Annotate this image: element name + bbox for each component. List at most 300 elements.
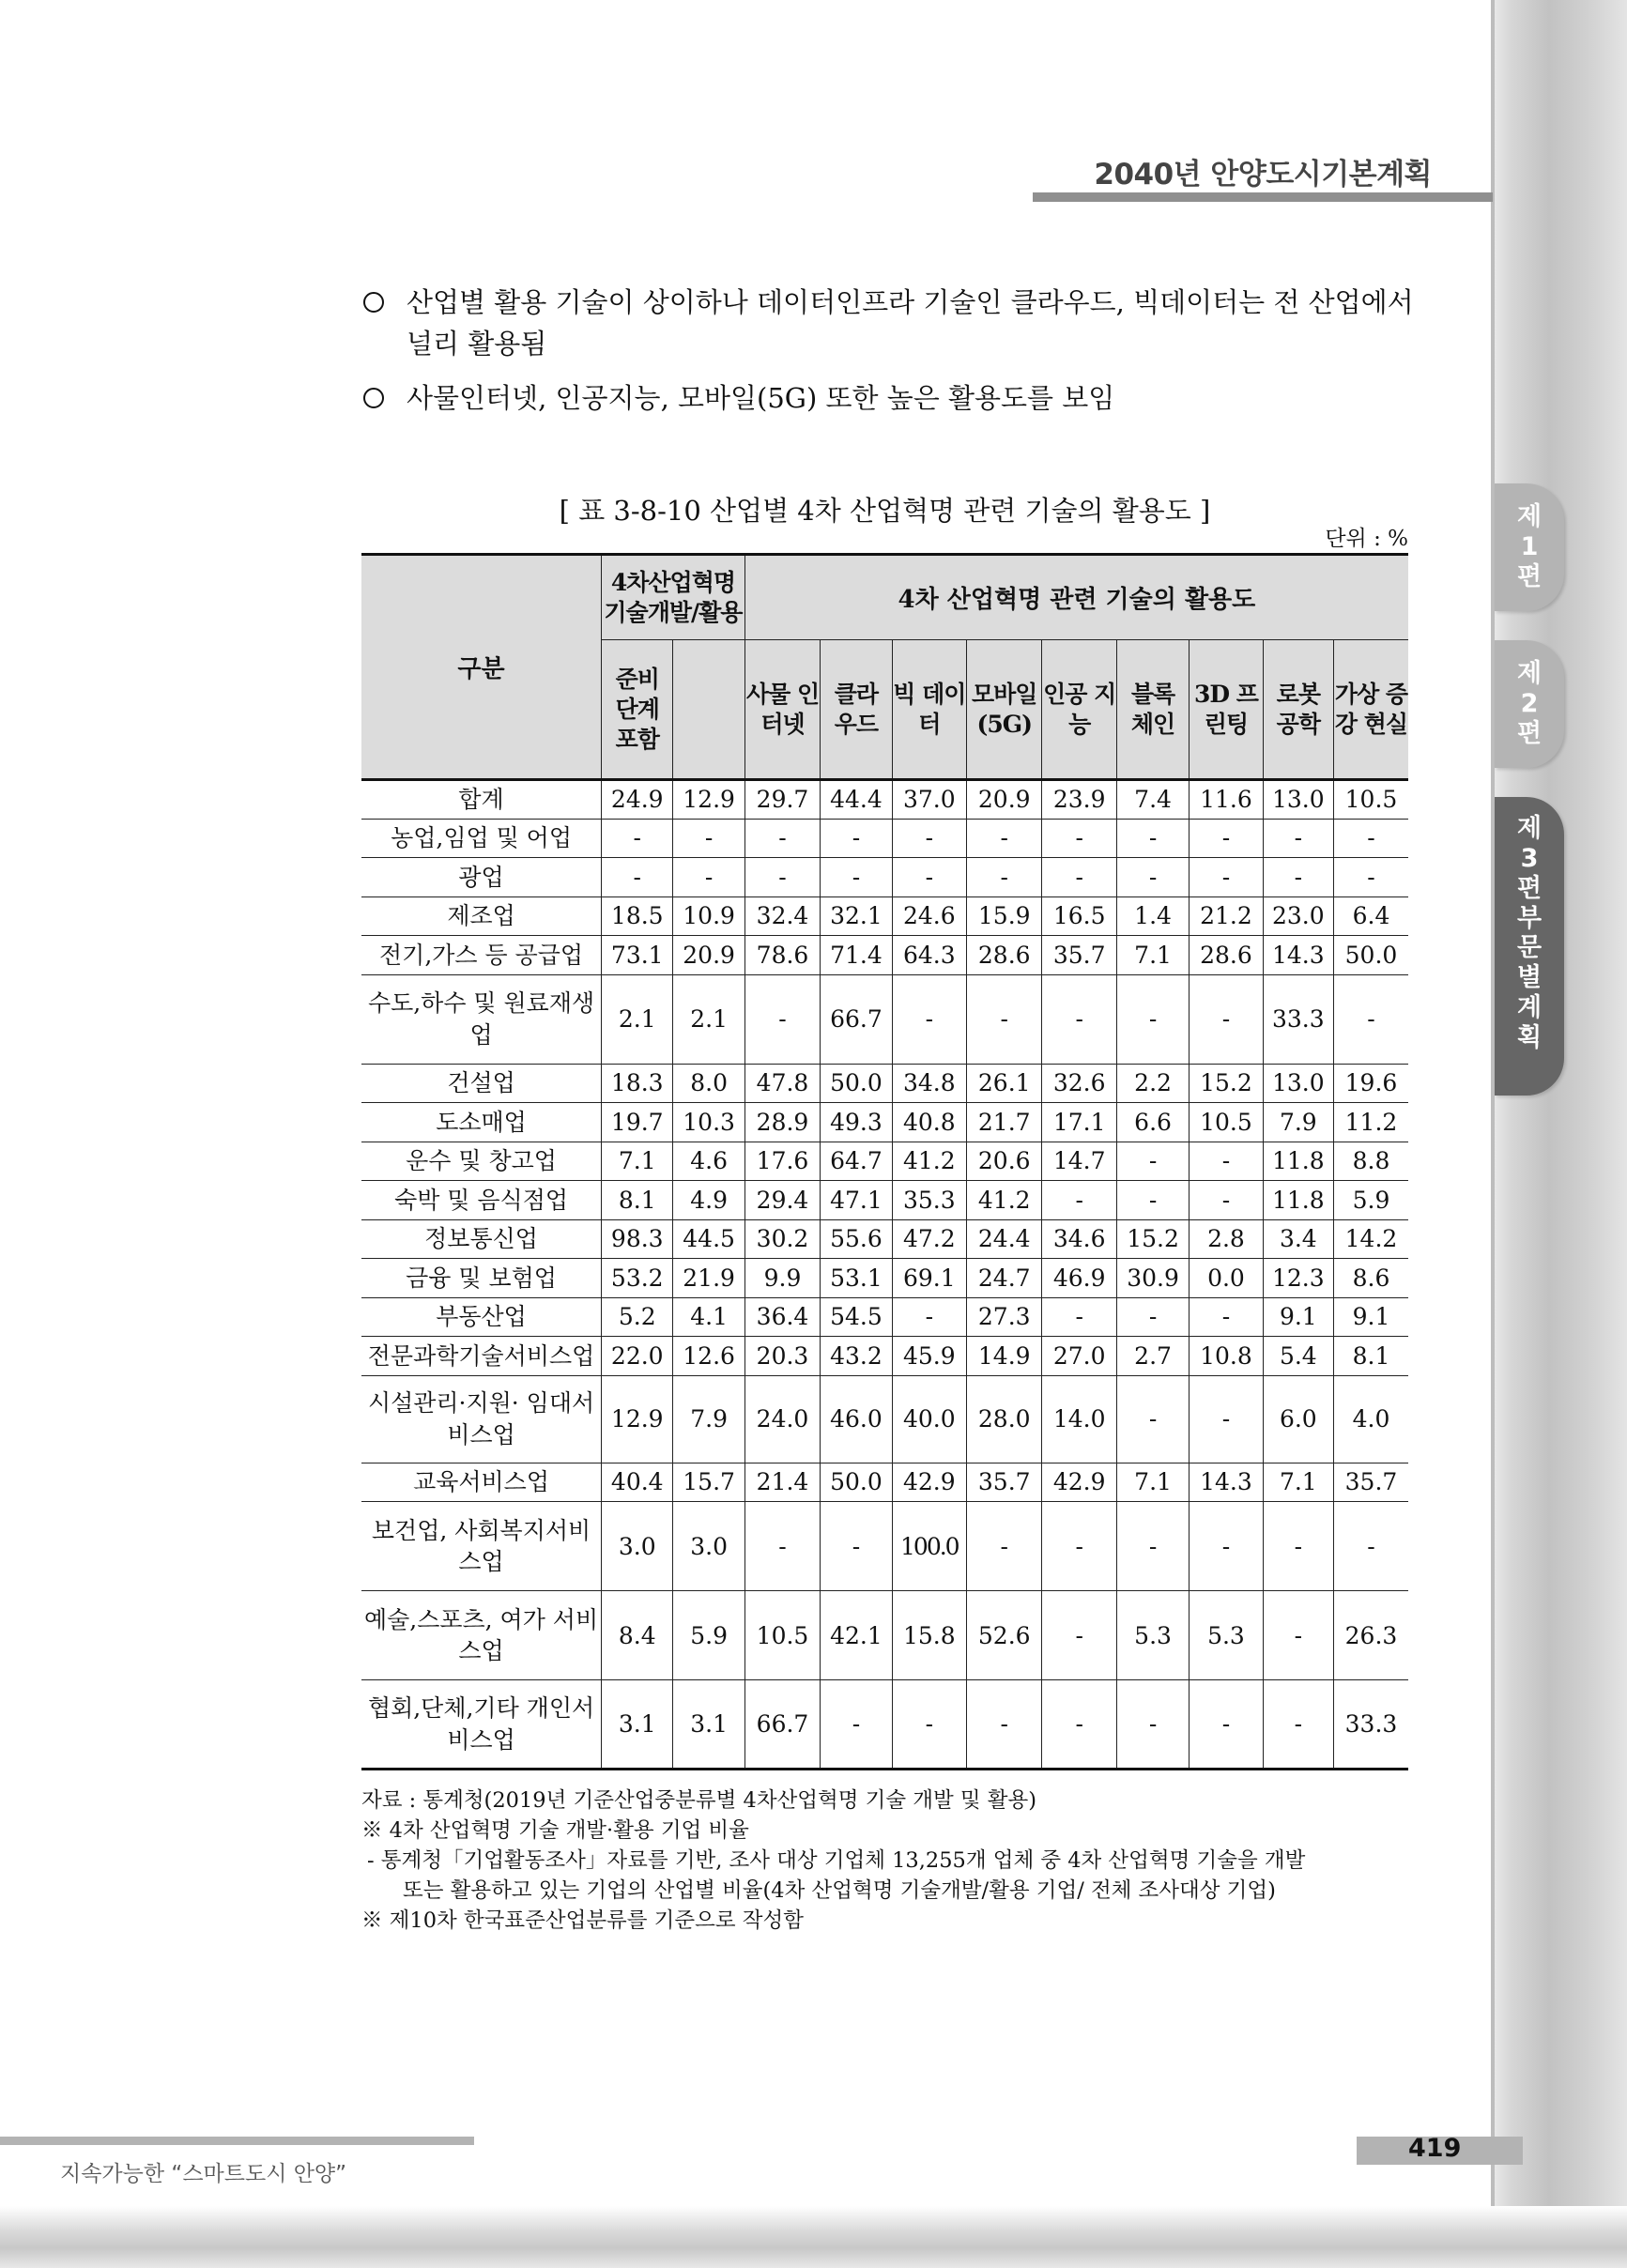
cell-value: 14.3 — [1190, 1463, 1263, 1502]
cell-value: 12.9 — [673, 780, 744, 820]
cell-value: 55.6 — [821, 1219, 892, 1259]
cell-value: 4.0 — [1334, 1375, 1409, 1463]
cell-value: 13.0 — [1263, 1064, 1333, 1103]
tab-part-2[interactable] — [1495, 640, 1564, 768]
cell-value: 35.7 — [967, 1463, 1042, 1502]
cell-value: 20.3 — [744, 1337, 820, 1376]
running-header-title: 2040년 안양도시기본계획 — [1094, 158, 1432, 192]
cell-value: - — [892, 1680, 966, 1770]
cell-value: - — [967, 858, 1042, 897]
table-row — [361, 936, 1408, 975]
cell-value: 5.3 — [1116, 1591, 1189, 1680]
table-row — [361, 974, 1408, 1064]
cell-value: - — [673, 858, 744, 897]
cell-value: 1.4 — [1116, 896, 1189, 936]
cell-value: 9.9 — [744, 1259, 820, 1298]
cell-value: - — [1190, 1297, 1263, 1337]
cell-value: 41.2 — [967, 1181, 1042, 1220]
cell-value: 3.0 — [602, 1502, 673, 1591]
note-item: 또는 활용하고 있는 기업의 산업별 비율(4차 산업혁명 기술개발/활용 기업/ 전체 조사대상 기업) — [403, 1877, 1276, 1903]
col-header: 사물 인터넷 — [744, 640, 820, 780]
row-label: 예술,스포츠, 여가 서비스업 — [361, 1591, 602, 1680]
cell-value: 29.7 — [744, 780, 820, 820]
cell-value: 28.6 — [1190, 936, 1263, 975]
row-label: 숙박 및 음식점업 — [361, 1181, 602, 1220]
bullet-text: 사물인터넷, 인공지능, 모바일(5G) 또한 높은 활용도를 보임 — [407, 382, 1115, 415]
cell-value: - — [1334, 974, 1409, 1064]
cell-value: 16.5 — [1042, 896, 1116, 936]
row-label: 광업 — [361, 858, 602, 897]
table-row — [361, 780, 1408, 820]
cell-value: 18.3 — [602, 1064, 673, 1103]
cell-value: 12.9 — [602, 1375, 673, 1463]
cell-value: 3.1 — [602, 1680, 673, 1770]
tab-char: 1 — [1520, 532, 1539, 562]
cell-value: - — [1334, 1502, 1409, 1591]
tab-char: 제 — [1516, 814, 1543, 843]
row-label: 금융 및 보험업 — [361, 1259, 602, 1298]
cell-value: - — [744, 974, 820, 1064]
table-row — [361, 1337, 1408, 1376]
cell-value: 7.1 — [1263, 1463, 1333, 1502]
cell-value: 5.2 — [602, 1297, 673, 1337]
cell-value: - — [1334, 819, 1409, 858]
cell-value: 44.5 — [673, 1219, 744, 1259]
cell-value: 4.1 — [673, 1297, 744, 1337]
col-header: 모바일 (5G) — [967, 640, 1042, 780]
cell-value: 15.9 — [967, 896, 1042, 936]
cell-value: - — [892, 858, 966, 897]
cell-value: 26.1 — [967, 1064, 1042, 1103]
tab-char: 부 — [1516, 903, 1543, 933]
cell-value: 40.4 — [602, 1463, 673, 1502]
col-header — [673, 640, 744, 780]
cell-value: 19.7 — [602, 1103, 673, 1142]
cell-value: 33.3 — [1263, 974, 1333, 1064]
table-row — [361, 1680, 1408, 1770]
cell-value: 14.9 — [967, 1337, 1042, 1376]
cell-value: - — [1116, 1297, 1189, 1337]
row-label: 전문과학기술서비스업 — [361, 1337, 602, 1376]
cell-value: 53.2 — [602, 1259, 673, 1298]
table-title: [ 표 3-8-10 산업별 4차 산업혁명 관련 기술의 활용도 ] — [559, 495, 1211, 527]
cell-value: 8.0 — [673, 1064, 744, 1103]
cell-value: - — [892, 1297, 966, 1337]
header-group-usage: 4차 산업혁명 관련 기술의 활용도 — [744, 555, 1408, 640]
cell-value: - — [1190, 1680, 1263, 1770]
table-row — [361, 1064, 1408, 1103]
cell-value: 3.0 — [673, 1502, 744, 1591]
note-item: - 통계청「기업활동조사」자료를 기반, 조사 대상 기업체 13,255개 업체 중 4차 산업혁명 기술을 개발 — [367, 1847, 1306, 1873]
cell-value: 15.8 — [892, 1591, 966, 1680]
cell-value: 26.3 — [1334, 1591, 1409, 1680]
cell-value: 49.3 — [821, 1103, 892, 1142]
cell-value: 21.9 — [673, 1259, 744, 1298]
cell-value: 4.9 — [673, 1181, 744, 1220]
cell-value: - — [892, 819, 966, 858]
cell-value: 47.1 — [821, 1181, 892, 1220]
cell-value: 7.1 — [1116, 1463, 1189, 1502]
table-row — [361, 1103, 1408, 1142]
cell-value: - — [744, 819, 820, 858]
cell-value: - — [1116, 1502, 1189, 1591]
cell-value: 11.8 — [1263, 1181, 1333, 1220]
cell-value: 14.3 — [1263, 936, 1333, 975]
table-row — [361, 1259, 1408, 1298]
cell-value: 35.7 — [1042, 936, 1116, 975]
cell-value: - — [1042, 1680, 1116, 1770]
cell-value: - — [967, 974, 1042, 1064]
note-item: ※ 제10차 한국표준산업분류를 기준으로 작성함 — [361, 1908, 804, 1933]
cell-value: 43.2 — [821, 1337, 892, 1376]
cell-value: 11.8 — [1263, 1142, 1333, 1181]
cell-value: 10.5 — [1334, 780, 1409, 820]
cell-value: 32.6 — [1042, 1064, 1116, 1103]
cell-value: 10.5 — [1190, 1103, 1263, 1142]
cell-value: - — [1263, 1591, 1333, 1680]
tab-char: 제 — [1516, 659, 1543, 689]
cell-value: 15.7 — [673, 1463, 744, 1502]
cell-value: 19.6 — [1334, 1064, 1409, 1103]
cell-value: 42.9 — [1042, 1463, 1116, 1502]
cell-value: 98.3 — [602, 1219, 673, 1259]
cell-value: 21.2 — [1190, 896, 1263, 936]
cell-value: 78.6 — [744, 936, 820, 975]
cell-value: 14.7 — [1042, 1142, 1116, 1181]
cell-value: 100.0 — [892, 1502, 966, 1591]
header-group-dev: 4차산업혁명 기술개발/활용 — [602, 555, 745, 640]
row-label: 보건업, 사회복지서비스업 — [361, 1502, 602, 1591]
cell-value: - — [1190, 858, 1263, 897]
cell-value: 27.0 — [1042, 1337, 1116, 1376]
cell-value: 47.2 — [892, 1219, 966, 1259]
cell-value: - — [1116, 1181, 1189, 1220]
cell-value: 17.6 — [744, 1142, 820, 1181]
cell-value: 18.5 — [602, 896, 673, 936]
cell-value: 64.3 — [892, 936, 966, 975]
cell-value: 20.6 — [967, 1142, 1042, 1181]
cell-value: 47.8 — [744, 1064, 820, 1103]
cell-value: 24.0 — [744, 1375, 820, 1463]
row-label: 전기,가스 등 공급업 — [361, 936, 602, 975]
cell-value: 32.1 — [821, 896, 892, 936]
cell-value: 34.6 — [1042, 1219, 1116, 1259]
table-row — [361, 1463, 1408, 1502]
circle-bullet-icon — [363, 388, 384, 408]
cell-value: - — [1263, 1502, 1333, 1591]
cell-value: 10.8 — [1190, 1337, 1263, 1376]
cell-value: - — [1190, 819, 1263, 858]
cell-value: 20.9 — [673, 936, 744, 975]
cell-value: 15.2 — [1190, 1064, 1263, 1103]
table-row — [361, 858, 1408, 897]
cell-value: 21.4 — [744, 1463, 820, 1502]
table-row — [361, 1297, 1408, 1337]
cell-value: 9.1 — [1263, 1297, 1333, 1337]
cell-value: 14.2 — [1334, 1219, 1409, 1259]
bullet-list — [361, 282, 1432, 432]
cell-value: 34.8 — [892, 1064, 966, 1103]
cell-value: 7.1 — [602, 1142, 673, 1181]
cell-value: 8.1 — [1334, 1337, 1409, 1376]
cell-value: - — [1190, 1181, 1263, 1220]
cell-value: - — [1042, 819, 1116, 858]
row-label: 운수 및 창고업 — [361, 1142, 602, 1181]
cell-value: 10.9 — [673, 896, 744, 936]
cell-value: 5.3 — [1190, 1591, 1263, 1680]
cell-value: 8.8 — [1334, 1142, 1409, 1181]
cell-value: 20.9 — [967, 780, 1042, 820]
cell-value: 14.0 — [1042, 1375, 1116, 1463]
col-header: 가상 증강 현실 — [1334, 640, 1409, 780]
tab-char: 2 — [1520, 689, 1539, 719]
cell-value: 11.6 — [1190, 780, 1263, 820]
cell-value: 6.0 — [1263, 1375, 1333, 1463]
page-edge-line — [1491, 0, 1495, 2234]
cell-value: 17.1 — [1042, 1103, 1116, 1142]
cell-value: - — [1263, 1680, 1333, 1770]
table-row — [361, 1591, 1408, 1680]
cell-value: - — [1334, 858, 1409, 897]
cell-value: 28.6 — [967, 936, 1042, 975]
cell-value: 50.0 — [821, 1064, 892, 1103]
cell-value: 13.0 — [1263, 780, 1333, 820]
cell-value: 69.1 — [892, 1259, 966, 1298]
cell-value: 50.0 — [821, 1463, 892, 1502]
tab-char: 획 — [1516, 1023, 1543, 1053]
cell-value: 37.0 — [892, 780, 966, 820]
cell-value: - — [1042, 858, 1116, 897]
cell-value: 66.7 — [821, 974, 892, 1064]
cell-value: - — [892, 974, 966, 1064]
cell-value: 36.4 — [744, 1297, 820, 1337]
cell-value: 6.4 — [1334, 896, 1409, 936]
cell-value: 9.1 — [1334, 1297, 1409, 1337]
cell-value: 45.9 — [892, 1337, 966, 1376]
footer-slogan: 지속가능한 “스마트도시 안양” — [60, 2162, 347, 2186]
tab-char: 편 — [1516, 873, 1543, 903]
cell-value: 73.1 — [602, 936, 673, 975]
tab-part-1[interactable] — [1495, 483, 1564, 611]
bullet-item — [361, 377, 1432, 419]
cell-value: 29.4 — [744, 1181, 820, 1220]
cell-value: 10.5 — [744, 1591, 820, 1680]
cell-value: 52.6 — [967, 1591, 1042, 1680]
cell-value: 33.3 — [1334, 1680, 1409, 1770]
cell-value: 24.7 — [967, 1259, 1042, 1298]
cell-value: 23.0 — [1263, 896, 1333, 936]
cell-value: 23.9 — [1042, 780, 1116, 820]
cell-value: 35.7 — [1334, 1463, 1409, 1502]
cell-value: - — [1042, 1591, 1116, 1680]
cell-value: 2.8 — [1190, 1219, 1263, 1259]
cell-value: 24.9 — [602, 780, 673, 820]
table-row — [361, 819, 1408, 858]
cell-value: - — [821, 858, 892, 897]
row-label: 농업,임업 및 어업 — [361, 819, 602, 858]
table-row — [361, 1502, 1408, 1591]
cell-value: 5.4 — [1263, 1337, 1333, 1376]
cell-value: 46.9 — [1042, 1259, 1116, 1298]
row-label: 시설관리·지원· 임대서비스업 — [361, 1375, 602, 1463]
table-row — [361, 1375, 1408, 1463]
tab-char: 편 — [1516, 561, 1543, 591]
row-label: 건설업 — [361, 1064, 602, 1103]
cell-value: - — [744, 1502, 820, 1591]
table-row — [361, 1181, 1408, 1220]
cell-value: 15.2 — [1116, 1219, 1189, 1259]
row-label: 부동산업 — [361, 1297, 602, 1337]
cell-value: - — [967, 819, 1042, 858]
tab-char: 편 — [1516, 718, 1543, 748]
cell-value: 3.1 — [673, 1680, 744, 1770]
cell-value: - — [821, 1680, 892, 1770]
cell-value: - — [821, 819, 892, 858]
page-number: 419 — [1408, 2134, 1462, 2163]
cell-value: 2.7 — [1116, 1337, 1189, 1376]
cell-value: 7.9 — [1263, 1103, 1333, 1142]
cell-value: 5.9 — [673, 1591, 744, 1680]
cell-value: - — [1116, 1680, 1189, 1770]
table-row — [361, 1142, 1408, 1181]
cell-value: 2.1 — [602, 974, 673, 1064]
cell-value: 8.6 — [1334, 1259, 1409, 1298]
cell-value: - — [1042, 1181, 1116, 1220]
cell-value: - — [1116, 858, 1189, 897]
cell-value: 27.3 — [967, 1297, 1042, 1337]
cell-value: 66.7 — [744, 1680, 820, 1770]
col-header: 3D 프린팅 — [1190, 640, 1263, 780]
page-bottom-shadow — [0, 2206, 1627, 2268]
cell-value: - — [602, 819, 673, 858]
cell-value: 53.1 — [821, 1259, 892, 1298]
cell-value: 28.0 — [967, 1375, 1042, 1463]
cell-value: 2.2 — [1116, 1064, 1189, 1103]
cell-value: 42.9 — [892, 1463, 966, 1502]
cell-value: 0.0 — [1190, 1259, 1263, 1298]
cell-value: 12.6 — [673, 1337, 744, 1376]
cell-value: - — [967, 1502, 1042, 1591]
cell-value: - — [1042, 1502, 1116, 1591]
note-item: ※ 4차 산업혁명 기술 개발·활용 기업 비율 — [361, 1817, 749, 1843]
cell-value: - — [1042, 974, 1116, 1064]
row-label: 교육서비스업 — [361, 1463, 602, 1502]
cell-value: 10.3 — [673, 1103, 744, 1142]
cell-value: 35.3 — [892, 1181, 966, 1220]
page-edge-shadow — [1493, 0, 1627, 2268]
cell-value: 6.6 — [1116, 1103, 1189, 1142]
cell-value: 8.1 — [602, 1181, 673, 1220]
col-header: 인공 지능 — [1042, 640, 1116, 780]
industry-tech-table — [361, 553, 1408, 1770]
col-header: 블록 체인 — [1116, 640, 1189, 780]
cell-value: 28.9 — [744, 1103, 820, 1142]
cell-value: 64.7 — [821, 1142, 892, 1181]
cell-value: 32.4 — [744, 896, 820, 936]
tab-char: 3 — [1520, 843, 1539, 873]
col-header: 클라 우드 — [821, 640, 892, 780]
row-label: 협회,단체,기타 개인서비스업 — [361, 1680, 602, 1770]
cell-value: - — [1116, 1375, 1189, 1463]
cell-value: - — [1263, 858, 1333, 897]
cell-value: 24.4 — [967, 1219, 1042, 1259]
header-rule — [1033, 192, 1493, 202]
cell-value: 71.4 — [821, 936, 892, 975]
table-unit: 단위 : % — [1325, 527, 1408, 551]
row-label: 도소매업 — [361, 1103, 602, 1142]
cell-value: 41.2 — [892, 1142, 966, 1181]
cell-value: 40.8 — [892, 1103, 966, 1142]
cell-value: 24.6 — [892, 896, 966, 936]
row-label: 합계 — [361, 780, 602, 820]
header-category: 구분 — [361, 555, 602, 780]
cell-value: 22.0 — [602, 1337, 673, 1376]
cell-value: 30.9 — [1116, 1259, 1189, 1298]
tab-char: 문 — [1516, 933, 1543, 963]
cell-value: 54.5 — [821, 1297, 892, 1337]
cell-value: - — [1190, 1375, 1263, 1463]
note-source: 자료 : 통계청(2019년 기준산업중분류별 4차산업혁명 기술 개발 및 활용) — [361, 1788, 1037, 1813]
row-label: 정보통신업 — [361, 1219, 602, 1259]
table-body — [361, 780, 1408, 1770]
cell-value: - — [1116, 819, 1189, 858]
cell-value: 46.0 — [821, 1375, 892, 1463]
tab-char: 별 — [1516, 963, 1543, 993]
row-label: 수도,하수 및 원료재생업 — [361, 974, 602, 1064]
cell-value: - — [673, 819, 744, 858]
tab-char: 계 — [1516, 993, 1543, 1023]
cell-value: 3.4 — [1263, 1219, 1333, 1259]
cell-value: 7.4 — [1116, 780, 1189, 820]
cell-value: 44.4 — [821, 780, 892, 820]
col-header: 로봇 공학 — [1263, 640, 1333, 780]
bullet-item — [361, 282, 1432, 364]
cell-value: 21.7 — [967, 1103, 1042, 1142]
tab-part-3[interactable] — [1495, 797, 1564, 1096]
cell-value: 30.2 — [744, 1219, 820, 1259]
cell-value: - — [1190, 974, 1263, 1064]
cell-value: 50.0 — [1334, 936, 1409, 975]
cell-value: 11.2 — [1334, 1103, 1409, 1142]
cell-value: - — [1190, 1502, 1263, 1591]
cell-value: - — [1263, 819, 1333, 858]
bullet-text: 산업별 활용 기술이 상이하나 데이터인프라 기술인 클라우드, 빅데이터는 전 산업에서 널리 활용됨 — [407, 286, 1414, 360]
circle-bullet-icon — [363, 292, 384, 313]
cell-value: 4.6 — [673, 1142, 744, 1181]
col-header: 빅 데이터 — [892, 640, 966, 780]
cell-value: 42.1 — [821, 1591, 892, 1680]
cell-value: - — [1042, 1297, 1116, 1337]
table-row — [361, 896, 1408, 936]
row-label: 제조업 — [361, 896, 602, 936]
cell-value: 2.1 — [673, 974, 744, 1064]
tab-char: 제 — [1516, 502, 1543, 532]
cell-value: 7.9 — [673, 1375, 744, 1463]
cell-value: - — [1116, 974, 1189, 1064]
cell-value: 8.4 — [602, 1591, 673, 1680]
cell-value: - — [1116, 1142, 1189, 1181]
cell-value: - — [967, 1680, 1042, 1770]
cell-value: 7.1 — [1116, 936, 1189, 975]
table-notes — [361, 1786, 1432, 1937]
cell-value: - — [744, 858, 820, 897]
cell-value: 12.3 — [1263, 1259, 1333, 1298]
cell-value: - — [1190, 1142, 1263, 1181]
col-header: 준비 단계 포함 — [602, 640, 673, 780]
footer-bar — [0, 2137, 474, 2145]
cell-value: 40.0 — [892, 1375, 966, 1463]
cell-value: 5.9 — [1334, 1181, 1409, 1220]
